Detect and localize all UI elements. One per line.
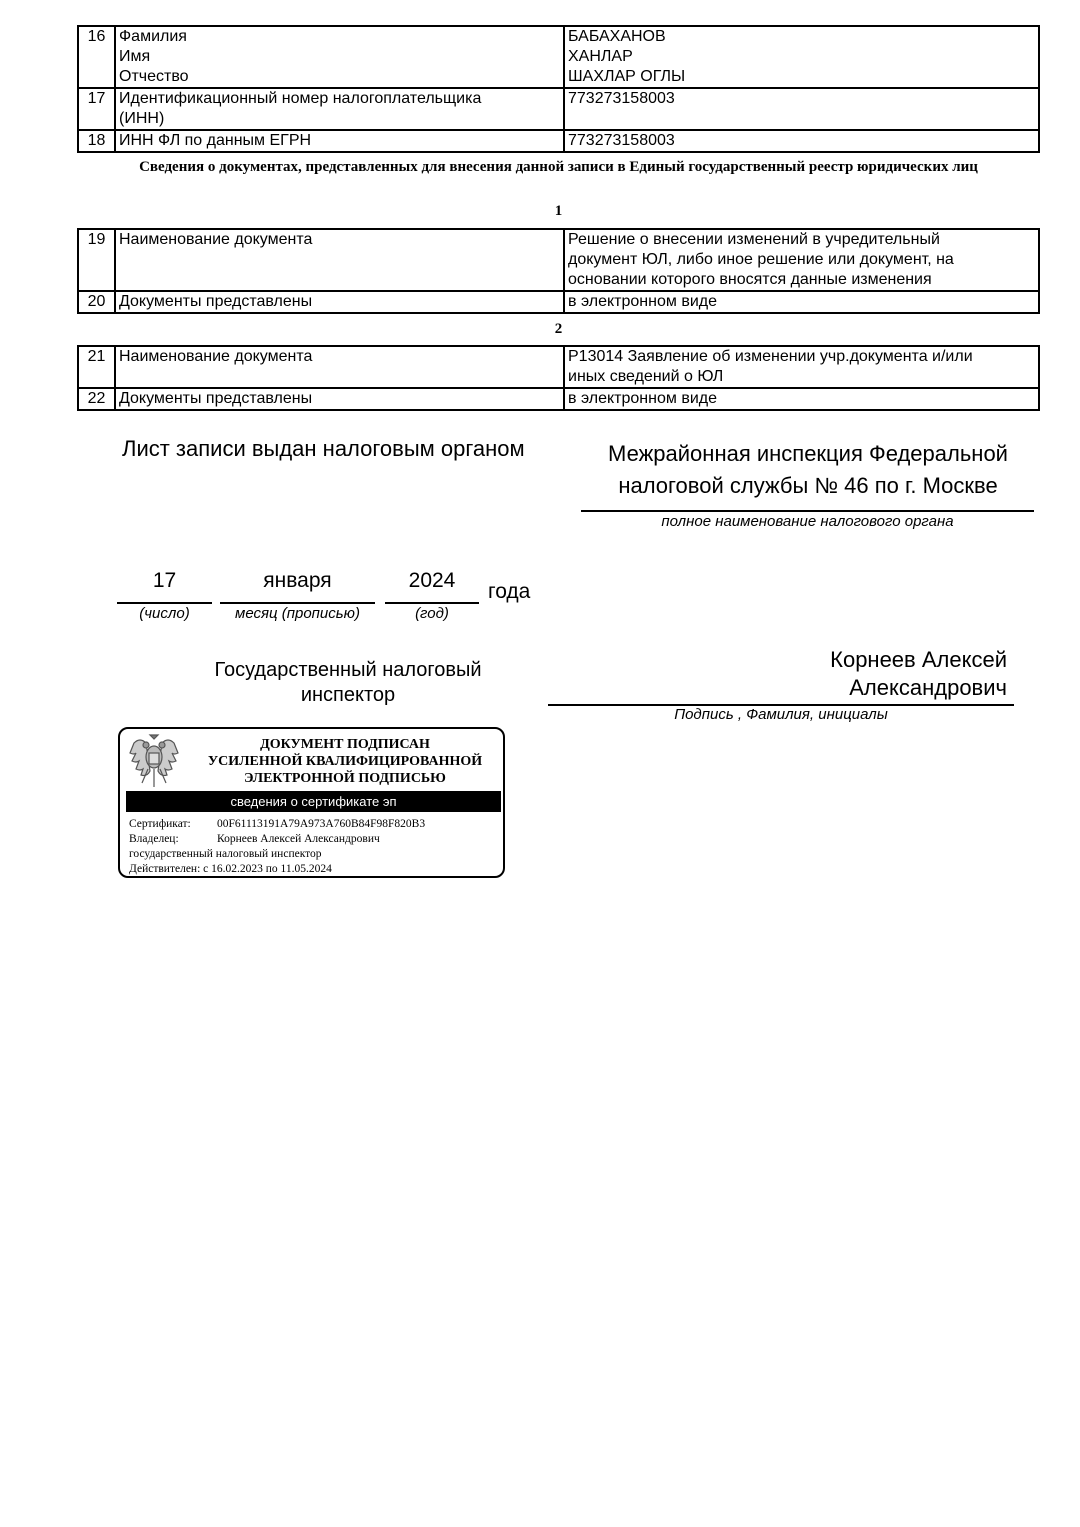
row-number: 22 xyxy=(78,388,115,410)
row-value xyxy=(564,26,1039,88)
row-value: в электронном виде xyxy=(564,388,1039,410)
valid-label: Действителен: xyxy=(129,863,201,875)
row-number: 19 xyxy=(78,229,115,291)
signature-caption: Подпись , Фамилия, инициалы xyxy=(674,706,888,723)
row-number: 17 xyxy=(78,88,115,130)
underline xyxy=(385,602,479,604)
date-year-caption: (год) xyxy=(415,605,449,622)
table-row xyxy=(78,291,1039,313)
row-label: Фамилия Имя Отчество xyxy=(115,26,564,88)
table-row xyxy=(78,26,1039,88)
e-signature-stamp xyxy=(118,727,505,878)
row-label: Наименование документа xyxy=(115,229,564,291)
date-suffix: года xyxy=(488,580,531,603)
row-label: Документы представлены xyxy=(115,388,564,410)
certificate-label: Сертификат: xyxy=(129,818,191,830)
underline xyxy=(220,602,375,604)
row-label: ИНН ФЛ по данным ЕГРН xyxy=(115,130,564,152)
table-row xyxy=(78,130,1039,152)
documents-table-2 xyxy=(77,345,1040,411)
date-month: января xyxy=(263,569,332,592)
tax-authority-caption: полное наименование налогового органа xyxy=(661,513,954,530)
stamp-bar: сведения о сертификате эп xyxy=(126,791,501,812)
coat-of-arms-icon xyxy=(126,733,182,791)
inn-egrn-value: 773273158003 xyxy=(564,130,1039,152)
date-month-caption: месяц (прописью) xyxy=(235,605,360,622)
owner-label: Владелец: xyxy=(129,833,179,845)
table-row xyxy=(78,346,1039,388)
table-row xyxy=(78,88,1039,130)
group-number: 1 xyxy=(554,203,563,219)
table-row xyxy=(78,229,1039,291)
patronymic: ШАХЛАР ОГЛЫ xyxy=(568,68,686,85)
row-label: Наименование документа xyxy=(115,346,564,388)
issued-by-label: Лист записи выдан налоговым органом xyxy=(122,436,525,461)
stamp-heading: ДОКУМЕНТ ПОДПИСАН УСИЛЕННОЙ КВАЛИФИЦИРОВАННОЙ ЭЛЕКТРОННОЙ ПОДПИСЬЮ xyxy=(207,737,483,786)
tax-authority-name: Межрайонная инспекция Федеральной налоговой службы № 46 по г. Москве xyxy=(608,441,1008,498)
row-number: 20 xyxy=(78,291,115,313)
inn-value: 773273158003 xyxy=(564,88,1039,130)
date-day: 17 xyxy=(152,569,177,592)
owner-position: государственный налоговый инспектор xyxy=(129,848,322,860)
row-label: Документы представлены xyxy=(115,291,564,313)
group-number: 2 xyxy=(554,321,563,337)
person-table xyxy=(77,25,1040,153)
table-row xyxy=(78,388,1039,410)
valid-value: с 16.02.2023 по 11.05.2024 xyxy=(203,863,332,875)
date-year: 2024 xyxy=(408,569,456,592)
row-number: 18 xyxy=(78,130,115,152)
certificate-info xyxy=(129,817,425,877)
certificate-value: 00F61113191A79A973A760B84F98F820B3 xyxy=(217,818,426,830)
surname: БАБАХАНОВ xyxy=(568,28,666,45)
date-day-caption: (число) xyxy=(139,605,190,622)
row-number: 16 xyxy=(78,26,115,88)
row-value: Р13014 Заявление об изменении учр.документа и/или иных сведений о ЮЛ xyxy=(564,346,1039,388)
underline xyxy=(117,602,212,604)
owner-value: Корнеев Алексей Александрович xyxy=(217,833,380,845)
row-label: Идентификационный номер налогоплательщика (ИНН) xyxy=(115,88,564,130)
documents-table-1 xyxy=(77,228,1040,314)
row-value: в электронном виде xyxy=(564,291,1039,313)
row-number: 21 xyxy=(78,346,115,388)
first-name: ХАНЛАР xyxy=(568,48,633,65)
documents-section-title: Сведения о документах, представленных для внесения данной записи в Единый государственный реестр юридических лиц xyxy=(139,159,978,175)
signatory-name: Корнеев Алексей Александрович xyxy=(830,647,1007,700)
row-value: Решение о внесении изменений в учредительный документ ЮЛ, либо иное решение или документ, на основании которого вносятся данные изменения xyxy=(564,229,1039,291)
underline xyxy=(581,510,1034,512)
signatory-position: Государственный налоговый инспектор xyxy=(214,659,482,706)
